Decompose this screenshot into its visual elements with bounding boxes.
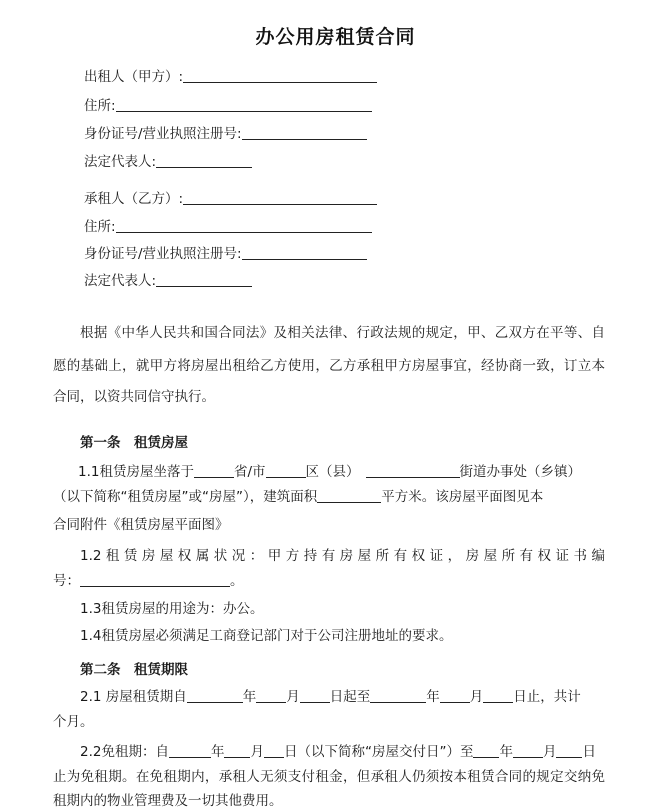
- clause-2-1-line-1: [80, 688, 581, 706]
- clause-1-4: 1.4租赁房屋必须满足工商登记部门对于公司注册地址的要求。: [80, 628, 453, 644]
- clause-2-2-line-3: 租期内的物业管理费及一切其他费用。: [53, 793, 283, 809]
- preamble-line-2: [53, 357, 605, 375]
- clause-1-1-text-e: （以下简称“租赁房屋”或“房屋”），建筑面积: [53, 489, 318, 505]
- lessor-rep-label: 法定代表人:: [84, 154, 157, 170]
- clause-2-2-text-e: 年: [499, 744, 513, 760]
- lessee-id-row: [84, 245, 367, 263]
- lessee-rep-label: 法定代表人:: [84, 273, 157, 289]
- clause-2-2-text-g: 日: [582, 744, 596, 760]
- lessee-address-blank[interactable]: [116, 218, 372, 233]
- lessee-address-row: [84, 218, 372, 236]
- end-year-blank[interactable]: [370, 688, 426, 703]
- start-month-blank[interactable]: [256, 688, 286, 703]
- clause-1-1-text-d: 街道办事处（乡镇）: [459, 464, 582, 480]
- lessee-name-label: 承租人（乙方）:: [84, 191, 184, 207]
- lessee-id-blank[interactable]: [242, 245, 367, 260]
- lessee-address-label: 住所:: [84, 219, 116, 235]
- clause-1-2-text-b: 号：: [53, 573, 80, 589]
- clause-2-2-text-d: 日（以下简称“房屋交付日”）至: [283, 744, 474, 760]
- article-1-heading: 第一条 租赁房屋: [80, 435, 188, 451]
- certificate-number-blank[interactable]: [80, 572, 230, 587]
- lessee-id-label: 身份证号/营业执照注册号:: [84, 246, 242, 262]
- lessor-id-blank[interactable]: [242, 125, 367, 140]
- clause-2-1-text-a: 2.1 房屋租赁期自: [80, 689, 187, 705]
- article-2-heading: 第二条 租赁期限: [80, 662, 188, 678]
- clause-1-2-line-1: [80, 547, 605, 565]
- preamble-line-1: [80, 324, 605, 342]
- clause-1-1-line-3: 合同附件《租赁房屋平面图》: [53, 517, 229, 533]
- free-start-month-blank[interactable]: [224, 743, 250, 758]
- clause-1-2-text-c: 。: [230, 573, 244, 589]
- free-start-day-blank[interactable]: [264, 743, 284, 758]
- lessor-name-label: 出租人（甲方）:: [84, 69, 184, 85]
- clause-2-2-text-h: 止为免租期。在免租期内，承租人无须支付租金，但承租人仍须按本租赁合同的规定交纳免: [53, 769, 605, 785]
- preamble-text-1: 根据《中华人民共和国合同法》及相关法律、行政法规的规定，甲、乙双方在平等、自: [80, 325, 605, 341]
- clause-2-1-text-c: 月: [286, 689, 300, 705]
- lessor-name-blank[interactable]: [183, 68, 377, 83]
- free-end-day-blank[interactable]: [556, 743, 582, 758]
- free-end-year-blank[interactable]: [473, 743, 499, 758]
- clause-2-1-text-b: 年: [242, 689, 257, 705]
- lessor-address-row: [84, 97, 372, 115]
- document-title: 办公用房租赁合同: [255, 26, 416, 48]
- start-day-blank[interactable]: [300, 688, 330, 703]
- lessor-address-label: 住所:: [84, 98, 116, 114]
- lessee-rep-blank[interactable]: [156, 272, 252, 287]
- preamble-text-2: 愿的基础上，就甲方将房屋出租给乙方使用，乙方承租甲方房屋事宜，经协商一致，订立本: [53, 358, 605, 374]
- lessor-address-blank[interactable]: [116, 97, 372, 112]
- clause-2-2-text-b: 年: [210, 744, 225, 760]
- free-start-year-blank[interactable]: [169, 743, 211, 758]
- clause-1-1-line-2: [53, 488, 543, 506]
- clause-2-2-text-a: 2.2免租期：自: [80, 744, 169, 760]
- clause-1-1-text-c: 区（县）: [305, 464, 360, 480]
- clause-2-2-line-2: [53, 768, 605, 786]
- clause-2-2-text-c: 月: [250, 744, 264, 760]
- start-year-blank[interactable]: [187, 688, 243, 703]
- clause-1-1-text-f: 平方米。该房屋平面图见本: [381, 489, 544, 505]
- preamble-line-3: 合同，以资共同信守执行。: [53, 389, 215, 405]
- lessor-name-row: [84, 68, 377, 86]
- clause-1-2-text-a: 1.2 租 赁 房 屋 权 属 状 况 ： 甲 方 持 有 房 屋 所 有 权 证 ， 房 屋 所 有 权 证 书 编: [80, 548, 605, 564]
- clause-2-1-text-f: 月: [469, 689, 484, 705]
- lessee-rep-row: [84, 272, 252, 290]
- lessor-rep-blank[interactable]: [156, 153, 252, 168]
- clause-1-1-text-a: 1.1租赁房屋坐落于: [78, 464, 194, 480]
- clause-1-2-line-2: [53, 572, 244, 590]
- end-day-blank[interactable]: [483, 688, 513, 703]
- lessee-name-blank[interactable]: [183, 190, 377, 205]
- area-blank[interactable]: [317, 488, 381, 503]
- clause-1-1-line-1: [78, 463, 581, 481]
- clause-2-1-text-d: 日起至: [329, 689, 371, 705]
- free-end-month-blank[interactable]: [513, 743, 543, 758]
- district-blank[interactable]: [266, 463, 306, 478]
- clause-2-1-text-g: 日止，共计: [513, 689, 581, 705]
- clause-2-2-line-1: [80, 743, 596, 761]
- lessor-id-label: 身份证号/营业执照注册号:: [84, 126, 242, 142]
- clause-2-1-line-2: 个月。: [53, 714, 94, 730]
- clause-2-2-text-f: 月: [542, 744, 557, 760]
- end-month-blank[interactable]: [440, 688, 470, 703]
- street-blank[interactable]: [366, 463, 460, 478]
- lessor-rep-row: [84, 153, 252, 171]
- clause-2-1-text-e: 年: [426, 689, 440, 705]
- clause-1-1-text-b: 省/市: [233, 464, 266, 480]
- lessee-name-row: [84, 190, 377, 208]
- province-blank[interactable]: [194, 463, 234, 478]
- clause-1-3: 1.3租赁房屋的用途为：办公。: [80, 601, 264, 617]
- lessor-id-row: [84, 125, 367, 143]
